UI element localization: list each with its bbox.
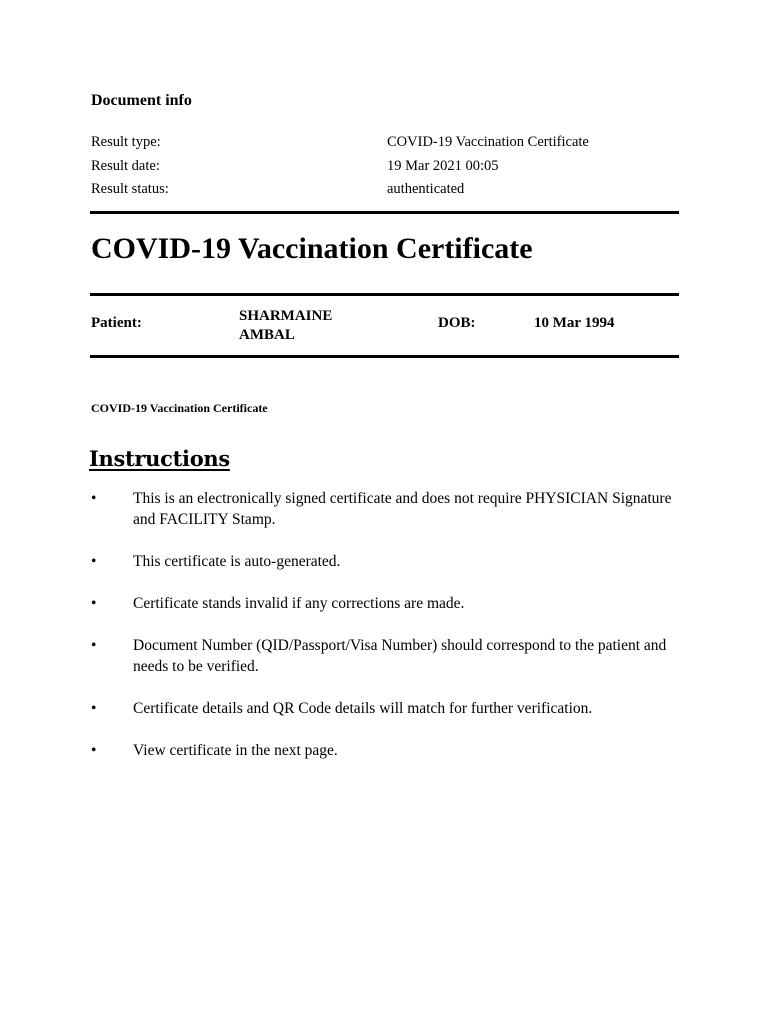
instructions-heading: Instructions [89, 446, 230, 471]
result-date-label: Result date: [91, 158, 160, 174]
patient-name-line2: AMBAL [239, 327, 295, 343]
bullet-icon: • [91, 700, 97, 717]
result-date-value: 19 Mar 2021 00:05 [387, 158, 499, 174]
instructions-list [91, 488, 691, 782]
list-item [91, 698, 691, 719]
divider-rule [90, 293, 679, 296]
list-item [91, 488, 691, 530]
result-type-label: Result type: [91, 134, 161, 150]
result-type-value: COVID-19 Vaccination Certificate [387, 134, 589, 150]
patient-name [239, 307, 379, 345]
dob-value: 10 Mar 1994 [534, 315, 615, 331]
instruction-text: Document Number (QID/Passport/Visa Number) should correspond to the patient and needs to be verified. [133, 637, 667, 675]
patient-name-line1: SHARMAINE [239, 308, 333, 324]
divider-rule [90, 355, 679, 358]
result-status-value: authenticated [387, 181, 465, 197]
certificate-title: COVID-19 Vaccination Certificate [91, 232, 533, 265]
instruction-text: View certificate in the next page. [133, 742, 338, 759]
bullet-icon: • [91, 595, 97, 612]
certificate-subtitle: COVID-19 Vaccination Certificate [91, 401, 268, 415]
list-item [91, 551, 691, 572]
patient-block [91, 298, 679, 354]
instruction-text: Certificate details and QR Code details will match for further verification. [133, 700, 593, 717]
document-info-heading: Document info [91, 92, 192, 109]
bullet-icon: • [91, 742, 97, 759]
result-status-label: Result status: [91, 181, 169, 197]
bullet-icon: • [91, 553, 97, 570]
divider-rule [90, 211, 679, 214]
instruction-text: This is an electronically signed certificate and does not require PHYSICIAN Signature and FACILITY Stamp. [133, 490, 672, 528]
list-item [91, 635, 691, 677]
dob-label: DOB: [438, 315, 476, 331]
list-item [91, 740, 691, 761]
bullet-icon: • [91, 637, 97, 654]
instruction-text: Certificate stands invalid if any corrections are made. [133, 595, 465, 612]
instruction-text: This certificate is auto-generated. [133, 553, 341, 570]
patient-label: Patient: [91, 315, 142, 331]
list-item [91, 593, 691, 614]
bullet-icon: • [91, 490, 97, 507]
